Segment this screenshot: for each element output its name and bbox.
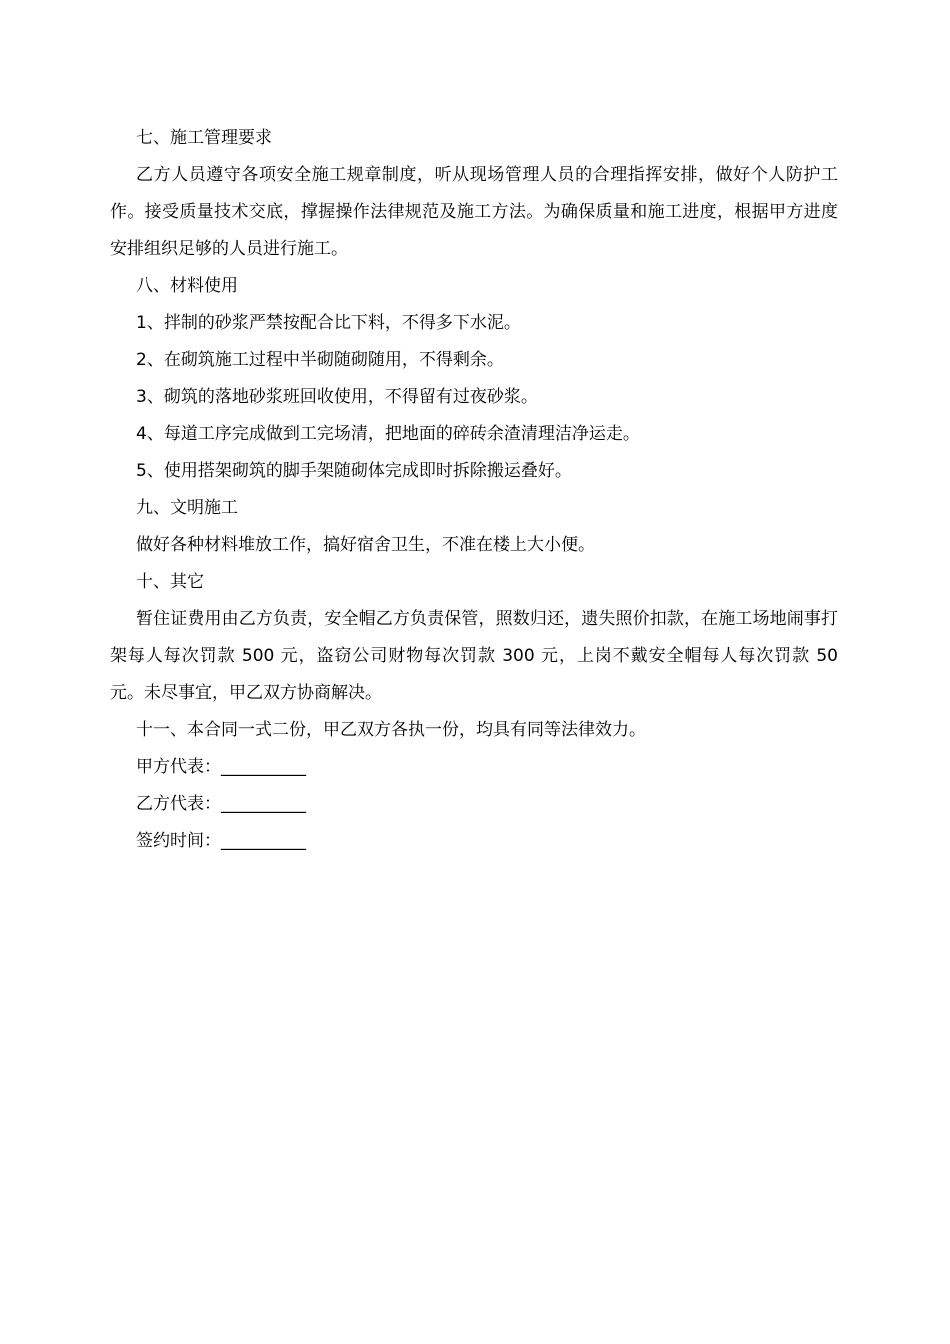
paragraph-civilized-construction: 做好各种材料堆放工作，搞好宿舍卫生，不准在楼上大小便。: [136, 535, 595, 555]
section-heading-7: 七、施工管理要求: [136, 128, 272, 148]
section-heading-11: 十一、本合同一式二份，甲乙双方各执一份，均具有同等法律效力。: [136, 720, 646, 740]
paragraph-construction-management: 乙方人员遵守各项安全施工规章制度，听从现场管理人员的合理指挥安排，做好个人防护工作。接受质量技术交底，撑握操作法律规范及施工方法。为确保质量和施工进度，根据甲方进度安排组织足够的人员进行施工。: [110, 165, 838, 259]
list-item-material-4: 4、每道工序完成做到工完场清，把地面的碎砖余渣清理洁净运走。: [136, 424, 640, 444]
list-item-material-1: 1、拌制的砂浆严禁按配合比下料，不得多下水泥。: [136, 313, 521, 333]
signature-party-a: 甲方代表：__________: [136, 757, 306, 777]
signature-party-b: 乙方代表：__________: [136, 794, 306, 814]
signing-date: 签约时间：__________: [136, 831, 306, 851]
section-heading-8: 八、材料使用: [136, 276, 238, 296]
paragraph-other-terms: 暂住证费用由乙方负责，安全帽乙方负责保管，照数归还，遗失照价扣款，在施工场地闹事打架每人每次罚款 500 元，盗窃公司财物每次罚款 300 元，上岗不戴安全帽每人每次罚款 50 元。未尽事宜，甲乙双方协商解决。: [110, 609, 838, 703]
section-heading-9: 九、文明施工: [136, 498, 238, 518]
list-item-material-3: 3、砌筑的落地砂浆班回收使用，不得留有过夜砂浆。: [136, 387, 538, 407]
list-item-material-5: 5、使用搭架砌筑的脚手架随砌体完成即时拆除搬运叠好。: [136, 461, 572, 481]
document-body: [110, 120, 838, 860]
list-item-material-2: 2、在砌筑施工过程中半砌随砌随用，不得剩余。: [136, 350, 504, 370]
section-heading-10: 十、其它: [136, 572, 204, 592]
